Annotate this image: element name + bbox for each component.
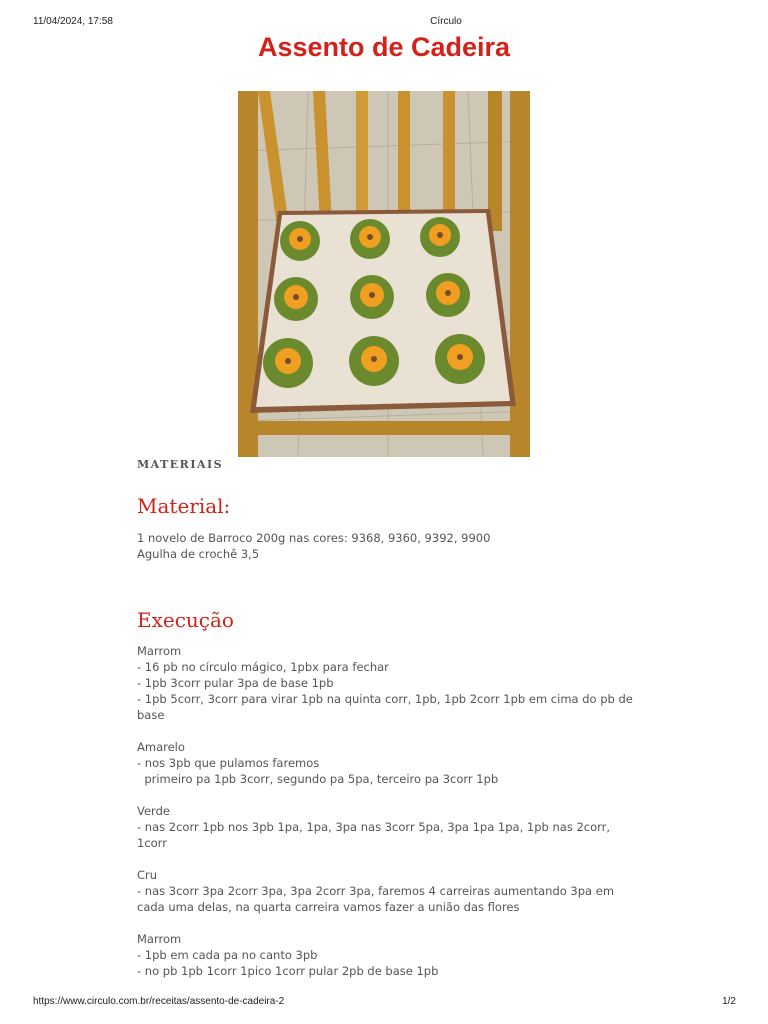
material-line: 1 novelo de Barroco 200g nas cores: 9368, 9360, 9392, 9900 [137, 531, 491, 545]
material-heading: Material: [137, 494, 231, 518]
instruction-line: cada uma delas, na quarta carreira vamos fazer a união das flores [137, 900, 520, 914]
page-title: Assento de Cadeira [257, 32, 511, 62]
section-label-materiais: MATERIAIS [137, 458, 224, 471]
instruction-line: - nas 3corr 3pa 2corr 3pa, 3pa 2corr 3pa, faremos 4 carreiras aumentando 3pa em [137, 884, 615, 898]
instruction-line: primeiro pa 1pb 3corr, segundo pa 5pa, terceiro pa 3corr 1pb [137, 772, 499, 786]
instruction-line: Marrom [137, 644, 182, 658]
instruction-line [137, 851, 637, 867]
instruction-line: base [137, 708, 165, 722]
print-site-name: Círculo [430, 16, 462, 27]
material-line: Agulha de crochê 3,5 [137, 547, 260, 561]
instruction-line [137, 787, 637, 803]
instruction-line: - nos 3pb que pulamos faremos [137, 756, 320, 770]
instruction-line: - 16 pb no círculo mágico, 1pbx para fechar [137, 660, 389, 674]
execution-heading: Execução [137, 608, 234, 632]
chair-seat-photo [238, 91, 530, 457]
print-datetime: 11/04/2024, 17:58 [33, 16, 113, 27]
instruction-line: Cru [137, 868, 158, 882]
execution-instructions [137, 643, 637, 979]
instruction-line [137, 915, 637, 931]
instruction-line: - no pb 1pb 1corr 1pico 1corr pular 2pb de base 1pb [137, 964, 439, 978]
instruction-line: - 1pb 3corr pular 3pa de base 1pb [137, 676, 334, 690]
page-number: 1/2 [722, 996, 736, 1007]
material-list [137, 530, 637, 562]
instruction-line: Verde [137, 804, 170, 818]
instruction-line [137, 723, 637, 739]
footer-url: https://www.circulo.com.br/receitas/assento-de-cadeira-2 [33, 996, 285, 1007]
instruction-line: Marrom [137, 932, 182, 946]
instruction-line: - nas 2corr 1pb nos 3pb 1pa, 1pa, 3pa nas 3corr 5pa, 3pa 1pa 1pa, 1pb nas 2corr, 1corr [137, 820, 614, 850]
instruction-line: Amarelo [137, 740, 185, 754]
instruction-line: - 1pb em cada pa no canto 3pb [137, 948, 318, 962]
instruction-line: - 1pb 5corr, 3corr para virar 1pb na quinta corr, 1pb, 1pb 2corr 1pb em cima do pb de [137, 692, 633, 706]
